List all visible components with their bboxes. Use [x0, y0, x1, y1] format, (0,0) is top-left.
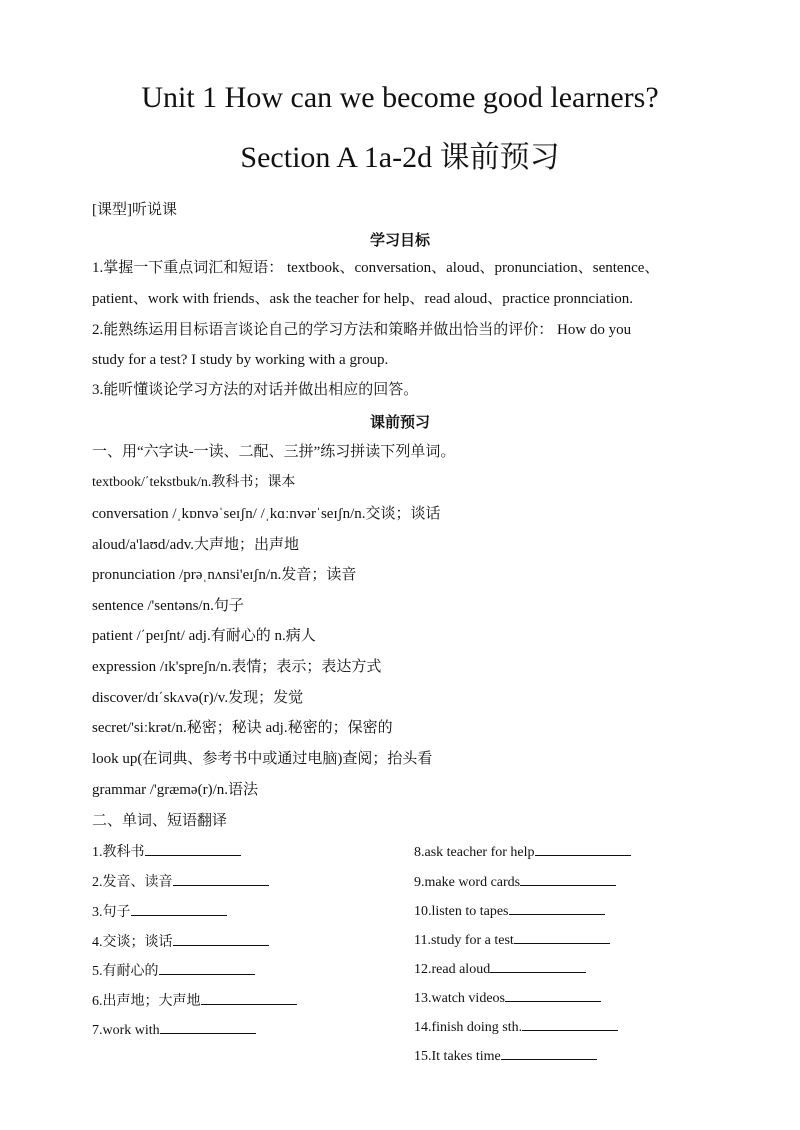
- objective-line: study for a test? I study by working with a group.: [92, 352, 389, 368]
- answer-blank[interactable]: [201, 990, 297, 1005]
- translate-item: 1.教科书: [92, 841, 241, 863]
- translate-item: 12.read aloud: [414, 958, 586, 980]
- translate-item: 2.发音、读音: [92, 871, 269, 893]
- translate-item: 5.有耐心的: [92, 960, 255, 982]
- answer-blank[interactable]: [522, 1016, 618, 1031]
- vocab-item: sentence /'sentəns/n.句子: [92, 598, 244, 614]
- translate-item: 7.work with: [92, 1019, 256, 1041]
- objectives-heading: 学习目标: [369, 231, 430, 249]
- translate-item: 3.句子: [92, 901, 227, 923]
- answer-blank[interactable]: [173, 931, 269, 946]
- vocab-item: discover/dɪ΄skʌvə(r)/v.发现；发觉: [92, 690, 304, 706]
- preview-heading: 课前预习: [369, 413, 430, 431]
- answer-blank[interactable]: [501, 1045, 597, 1060]
- vocab-item: pronunciation /prəˌnʌnsi'eɪʃn/n.发音；读音: [92, 567, 357, 583]
- translate-item: 10.listen to tapes: [414, 900, 605, 922]
- translate-item: 6.出声地；大声地: [92, 990, 297, 1012]
- answer-blank[interactable]: [514, 929, 610, 944]
- objective-line: patient、work with friends、ask the teacher for help、read aloud、practice pronnciation.: [92, 291, 634, 307]
- translate-item: 9.make word cards: [414, 871, 616, 893]
- translate-item: 8.ask teacher for help: [414, 841, 631, 863]
- page-title: Unit 1 How can we become good learners?: [141, 81, 659, 114]
- translate-item: 11.study for a test: [414, 929, 610, 951]
- vocab-item: conversation /ˌkɒnvəˈseɪʃn/ /ˌkɑːnvərˈseɪʃn/n.交谈；谈话: [92, 506, 441, 522]
- answer-blank[interactable]: [159, 960, 255, 975]
- answer-blank[interactable]: [535, 841, 631, 856]
- answer-blank[interactable]: [520, 871, 616, 886]
- objective-line: 2.能熟练运用目标语言谈论自己的学习方法和策略并做出恰当的评价： How do you: [92, 322, 632, 338]
- vocab-item: textbook/΄tekstbuk/n.教科书；课本: [92, 475, 296, 490]
- vocab-item: expression /ɪk'spreʃn/n.表情；表示；表达方式: [92, 659, 382, 675]
- vocab-item: secret/'siːkrət/n.秘密；秘诀 adj.秘密的；保密的: [92, 720, 393, 736]
- answer-blank[interactable]: [173, 871, 269, 886]
- lesson-type: [课型]听说课: [92, 202, 177, 218]
- objective-line: 3.能听懂谈论学习方法的对话并做出相应的回答。: [92, 382, 419, 398]
- objective-line: 1.掌握一下重点词汇和短语： textbook、conversation、aloud、pronunciation、sentence、: [92, 260, 660, 276]
- vocab-item: patient /΄peɪʃnt/ adj.有耐心的 n.病人: [92, 628, 316, 644]
- page-subtitle: Section A 1a-2d 课前预习: [240, 141, 560, 174]
- answer-blank[interactable]: [490, 958, 586, 973]
- answer-blank[interactable]: [131, 901, 227, 916]
- answer-blank[interactable]: [505, 987, 601, 1002]
- translate-item: 13.watch videos: [414, 987, 601, 1009]
- vocab-item: look up(在词典、参考书中或通过电脑)查阅；抬头看: [92, 751, 433, 767]
- vocab-item: aloud/a'laʊd/adv.大声地；出声地: [92, 537, 300, 553]
- part2-title: 二、单词、短语翻译: [92, 813, 228, 829]
- part1-title: 一、用“六字诀-一读、二配、三拼”练习拼读下列单词。: [92, 444, 456, 460]
- answer-blank[interactable]: [509, 900, 605, 915]
- translate-item: 14.finish doing sth.: [414, 1016, 618, 1038]
- answer-blank[interactable]: [145, 841, 241, 856]
- translate-item: 4.交谈；谈话: [92, 931, 269, 953]
- answer-blank[interactable]: [160, 1019, 256, 1034]
- vocab-item: grammar /'græmə(r)/n.语法: [92, 782, 258, 798]
- translate-item: 15.It takes time: [414, 1045, 597, 1067]
